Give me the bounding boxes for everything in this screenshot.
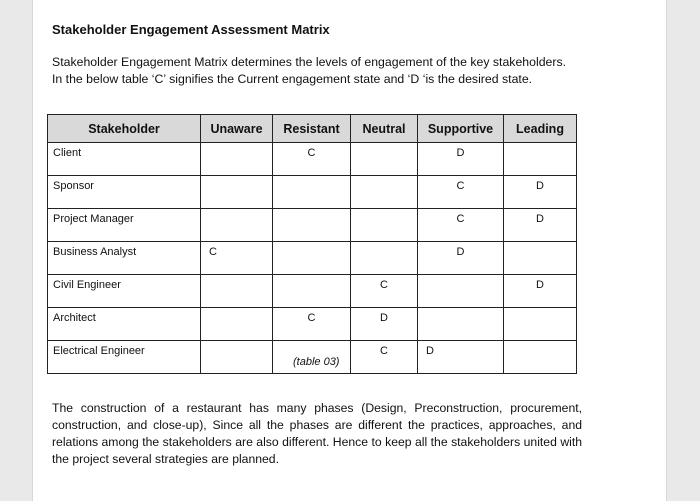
cell-resistant: [273, 275, 351, 308]
cell-supportive: C: [418, 176, 504, 209]
cell-leading: [504, 242, 577, 275]
intro-text: [52, 54, 592, 88]
header-leading: Leading: [504, 115, 577, 143]
cell-leading: [504, 143, 577, 176]
cell-resistant: [273, 242, 351, 275]
table-caption: (table 03): [293, 356, 340, 368]
header-neutral: Neutral: [351, 115, 418, 143]
cell-unaware: [201, 341, 273, 374]
cell-leading: D: [504, 176, 577, 209]
cell-supportive: D: [418, 341, 504, 374]
cell-unaware: [201, 275, 273, 308]
cell-supportive: C: [418, 209, 504, 242]
body-paragraph: The construction of a restaurant has many phases (Design, Preconstruction, procurement, construction, and close-up), Since all the phases are different the practices, approaches, and relations among the stakeholders are also different. Hence to keep all the stakeholders united with the project several strategies are planned.: [52, 401, 582, 466]
header-resistant: Resistant: [273, 115, 351, 143]
cell-neutral: D: [351, 308, 418, 341]
cell-supportive: D: [418, 143, 504, 176]
intro-line-2: In the below table ‘C’ signifies the Current engagement state and ‘D ‘is the desired state.: [52, 72, 533, 86]
cell-leading: [504, 308, 577, 341]
stakeholder-name: Business Analyst: [48, 242, 201, 275]
stakeholder-name: Civil Engineer: [48, 275, 201, 308]
stakeholder-name: Client: [48, 143, 201, 176]
table-row: [48, 242, 577, 275]
cell-neutral: [351, 242, 418, 275]
table-header-row: [48, 115, 577, 143]
cell-supportive: [418, 308, 504, 341]
table-row: [48, 209, 577, 242]
engagement-matrix-table: [47, 114, 577, 374]
table-row: [48, 143, 577, 176]
cell-resistant: [273, 176, 351, 209]
cell-leading: [504, 341, 577, 374]
stakeholder-name: Electrical Engineer: [48, 341, 201, 374]
cell-resistant: C: [273, 143, 351, 176]
stakeholder-name: Project Manager: [48, 209, 201, 242]
cell-neutral: [351, 176, 418, 209]
table-row: [48, 176, 577, 209]
cell-unaware: [201, 143, 273, 176]
stakeholder-name: Architect: [48, 308, 201, 341]
cell-neutral: [351, 143, 418, 176]
document-title: Stakeholder Engagement Assessment Matrix: [52, 22, 330, 37]
cell-neutral: C: [351, 341, 418, 374]
cell-leading: D: [504, 275, 577, 308]
cell-unaware: C: [201, 242, 273, 275]
stakeholder-name: Sponsor: [48, 176, 201, 209]
cell-unaware: [201, 308, 273, 341]
cell-leading: D: [504, 209, 577, 242]
cell-neutral: C: [351, 275, 418, 308]
table-row: [48, 308, 577, 341]
cell-unaware: [201, 209, 273, 242]
table-row: [48, 275, 577, 308]
cell-supportive: [418, 275, 504, 308]
header-unaware: Unaware: [201, 115, 273, 143]
cell-resistant: [273, 209, 351, 242]
cell-supportive: D: [418, 242, 504, 275]
cell-resistant: C: [273, 308, 351, 341]
cell-unaware: [201, 176, 273, 209]
cell-neutral: [351, 209, 418, 242]
intro-line-1: Stakeholder Engagement Matrix determines the levels of engagement of the key stakeholders.: [52, 55, 567, 69]
header-supportive: Supportive: [418, 115, 504, 143]
header-stakeholder: Stakeholder: [48, 115, 201, 143]
